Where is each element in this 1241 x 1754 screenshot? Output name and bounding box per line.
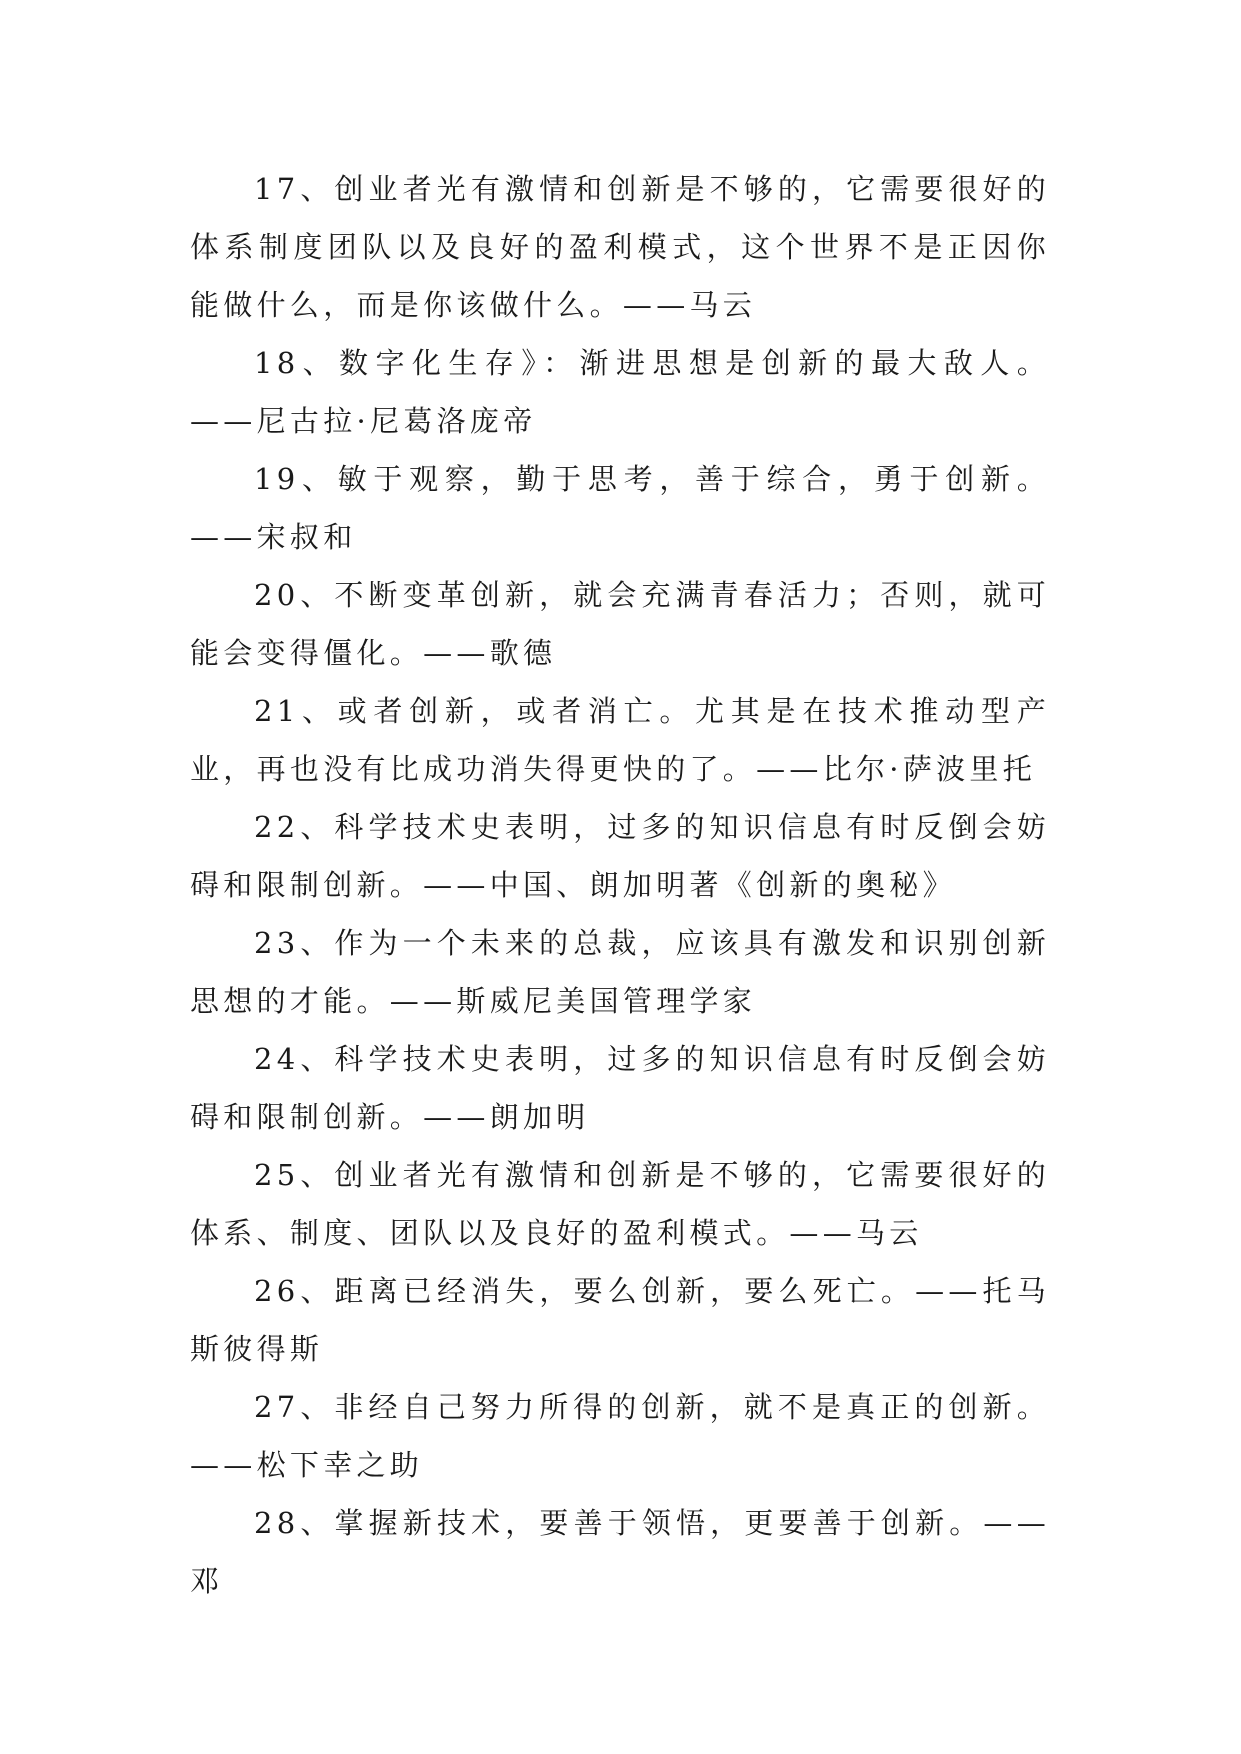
quote-paragraph-21: 21、或者创新，或者消亡。尤其是在技术推动型产业，再也没有比成功消失得更快的了。——比尔·萨波里托	[190, 694, 1050, 786]
quote-paragraph-22: 22、科学技术史表明，过多的知识信息有时反倒会妨碍和限制创新。——中国、朗加明著《创新的奥秘》	[190, 810, 1050, 902]
quote-paragraph-23: 23、作为一个未来的总裁，应该具有激发和识别创新思想的才能。——斯威尼美国管理学家	[190, 926, 1050, 1018]
quote-paragraph-26: 26、距离已经消失，要么创新，要么死亡。——托马斯彼得斯	[190, 1274, 1050, 1366]
quote-paragraph-17: 17、创业者光有激情和创新是不够的，它需要很好的体系制度团队以及良好的盈利模式，这个世界不是正因你能做什么，而是你该做什么。——马云	[190, 172, 1050, 322]
document-page	[190, 160, 1050, 1610]
quote-paragraph-27: 27、非经自己努力所得的创新，就不是真正的创新。——松下幸之助	[190, 1390, 1050, 1482]
quote-paragraph-28: 28、掌握新技术，要善于领悟，更要善于创新。——邓	[190, 1506, 1050, 1598]
quote-paragraph-18: 18、数字化生存》：渐进思想是创新的最大敌人。——尼古拉·尼葛洛庞帝	[190, 346, 1050, 438]
quote-paragraph-24: 24、科学技术史表明，过多的知识信息有时反倒会妨碍和限制创新。——朗加明	[190, 1042, 1050, 1134]
quote-paragraph-25: 25、创业者光有激情和创新是不够的，它需要很好的体系、制度、团队以及良好的盈利模式。——马云	[190, 1158, 1050, 1250]
quote-paragraph-20: 20、不断变革创新，就会充满青春活力；否则，就可能会变得僵化。——歌德	[190, 578, 1050, 670]
quote-paragraph-19: 19、敏于观察，勤于思考，善于综合，勇于创新。——宋叔和	[190, 462, 1050, 554]
